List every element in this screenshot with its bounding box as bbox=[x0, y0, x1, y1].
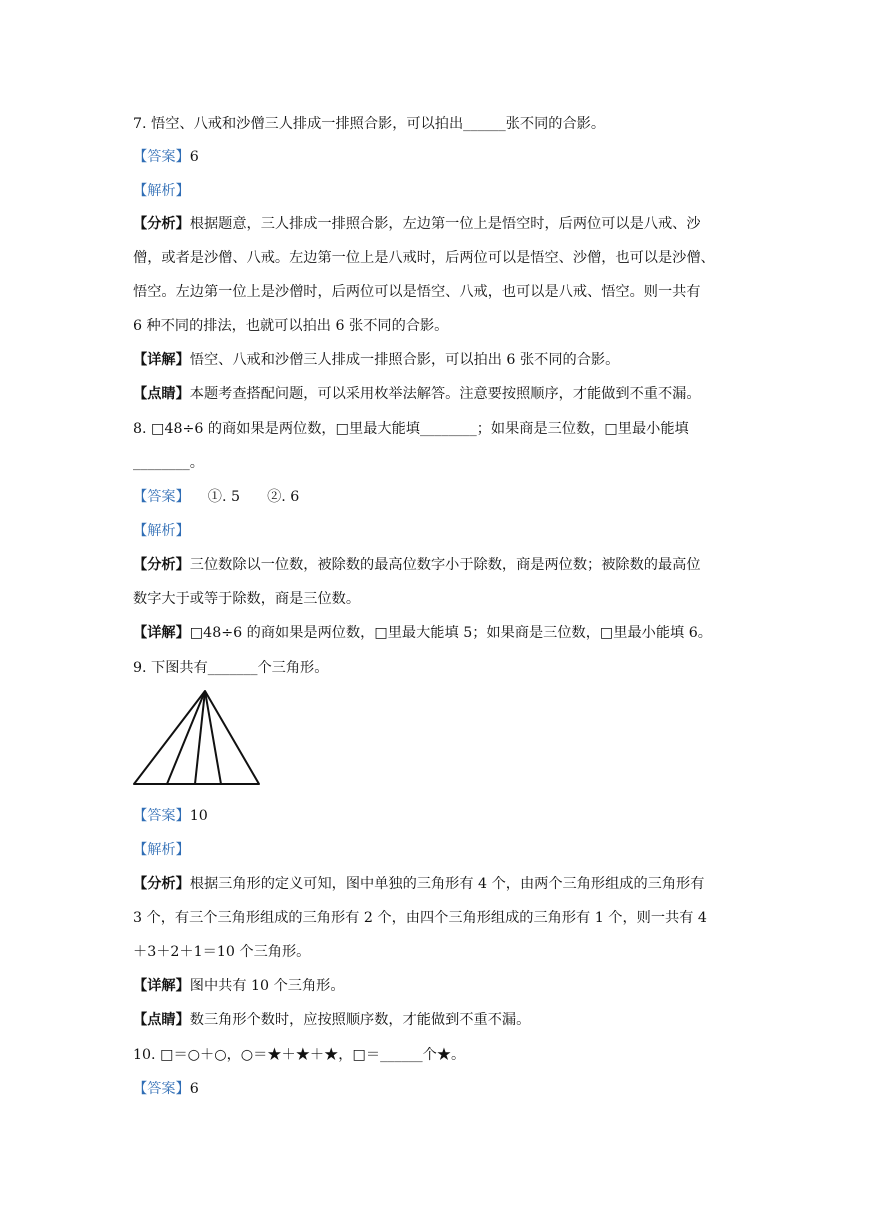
q8-answer: ①. 5 ②. 6 bbox=[189, 489, 300, 505]
q7-answer-row bbox=[133, 147, 199, 167]
q8-fenxi-tag: 【分析】 bbox=[133, 557, 190, 573]
q7-fenxi-text-2: 僧，或者是沙僧、八戒。左边第一位上是八戒时，后两位可以是悟空、沙僧，也可以是沙僧、 bbox=[133, 250, 715, 266]
q8-question-1: 8. □48÷6 的商如果是两位数，□里最大能填________；如果商是三位数，□里最小能填 bbox=[133, 421, 689, 437]
q9-xiangjie-text: 图中共有 10 个三角形。 bbox=[189, 978, 345, 994]
q9-fenxi-row-1 bbox=[133, 874, 704, 894]
q7-answer-tag: 【答案】 bbox=[133, 149, 190, 165]
q7-dianjing-tag: 【点睛】 bbox=[133, 386, 190, 402]
q8-answer-row bbox=[133, 487, 299, 507]
q7-fenxi-row-1 bbox=[133, 214, 701, 234]
q9-dianjing-tag: 【点睛】 bbox=[133, 1012, 190, 1028]
q7-xiangjie-row bbox=[133, 350, 619, 370]
q9-dianjing-row bbox=[133, 1010, 530, 1030]
q7-xiangjie-tag: 【详解】 bbox=[133, 352, 190, 368]
q7-analysis-tag: 【解析】 bbox=[133, 183, 190, 199]
q7-xiangjie-text: 悟空、八戒和沙僧三人排成一排照合影，可以拍出 6 张不同的合影。 bbox=[189, 352, 620, 368]
q8-xiangjie-row bbox=[133, 623, 712, 643]
q9-fenxi-text-3: ＋3＋2＋1＝10 个三角形。 bbox=[133, 944, 311, 960]
q9-answer-row bbox=[133, 806, 208, 826]
q7-dianjing-text: 本题考查搭配问题，可以采用枚举法解答。注意要按照顺序，才能做到不重不漏。 bbox=[189, 386, 701, 402]
q10-answer: 6 bbox=[189, 1081, 199, 1097]
q7-question: 7. 悟空、八戒和沙僧三人排成一排照合影，可以拍出______张不同的合影。 bbox=[133, 116, 606, 132]
q9-xiangjie-row bbox=[133, 976, 345, 996]
q9-fenxi-tag: 【分析】 bbox=[133, 876, 190, 892]
q7-dianjing-row bbox=[133, 384, 701, 404]
q10-question: 10. □＝○＋○，○＝★＋★＋★，□＝______个★。 bbox=[133, 1047, 466, 1063]
q9-question: 9. 下图共有_______个三角形。 bbox=[133, 660, 329, 676]
q8-xiangjie-text: □48÷6 的商如果是两位数，□里最大能填 5；如果商是三位数，□里最小能填 6。 bbox=[189, 625, 712, 641]
q8-fenxi-text-1: 三位数除以一位数，被除数的最高位数字小于除数，商是两位数；被除数的最高位 bbox=[189, 557, 701, 573]
q8-fenxi-text-2: 数字大于或等于除数，商是三位数。 bbox=[133, 591, 361, 607]
q9-dianjing-text: 数三角形个数时，应按照顺序数，才能做到不重不漏。 bbox=[189, 1012, 531, 1028]
q8-fenxi-row-1 bbox=[133, 555, 701, 575]
q8-xiangjie-tag: 【详解】 bbox=[133, 625, 190, 641]
q7-fenxi-text-4: 6 种不同的排法，也就可以拍出 6 张不同的合影。 bbox=[133, 318, 449, 334]
q7-fenxi-text-3: 悟空。左边第一位上是沙僧时，后两位可以是悟空、八戒，也可以是八戒、悟空。则一共有 bbox=[133, 284, 701, 300]
triangle-figure bbox=[133, 688, 263, 788]
q9-analysis-tag: 【解析】 bbox=[133, 842, 190, 858]
q7-fenxi-text-1: 根据题意，三人排成一排照合影，左边第一位上是悟空时，后两位可以是八戒、沙 bbox=[189, 216, 701, 232]
q7-fenxi-tag: 【分析】 bbox=[133, 216, 190, 232]
q9-fenxi-text-2: 3 个，有三个三角形组成的三角形有 2 个，由四个三角形组成的三角形有 1 个，则一共有 4 bbox=[133, 910, 707, 926]
q8-analysis-tag: 【解析】 bbox=[133, 523, 190, 539]
q9-answer-tag: 【答案】 bbox=[133, 808, 190, 824]
q9-fenxi-text-1: 根据三角形的定义可知，图中单独的三角形有 4 个，由两个三角形组成的三角形有 bbox=[189, 876, 705, 892]
q8-question-2: ________。 bbox=[133, 455, 204, 471]
q7-answer: 6 bbox=[189, 149, 199, 165]
q9-answer: 10 bbox=[189, 808, 208, 824]
q10-answer-row bbox=[133, 1079, 199, 1099]
q9-xiangjie-tag: 【详解】 bbox=[133, 978, 190, 994]
q10-answer-tag: 【答案】 bbox=[133, 1081, 190, 1097]
q8-answer-tag: 【答案】 bbox=[133, 489, 190, 505]
